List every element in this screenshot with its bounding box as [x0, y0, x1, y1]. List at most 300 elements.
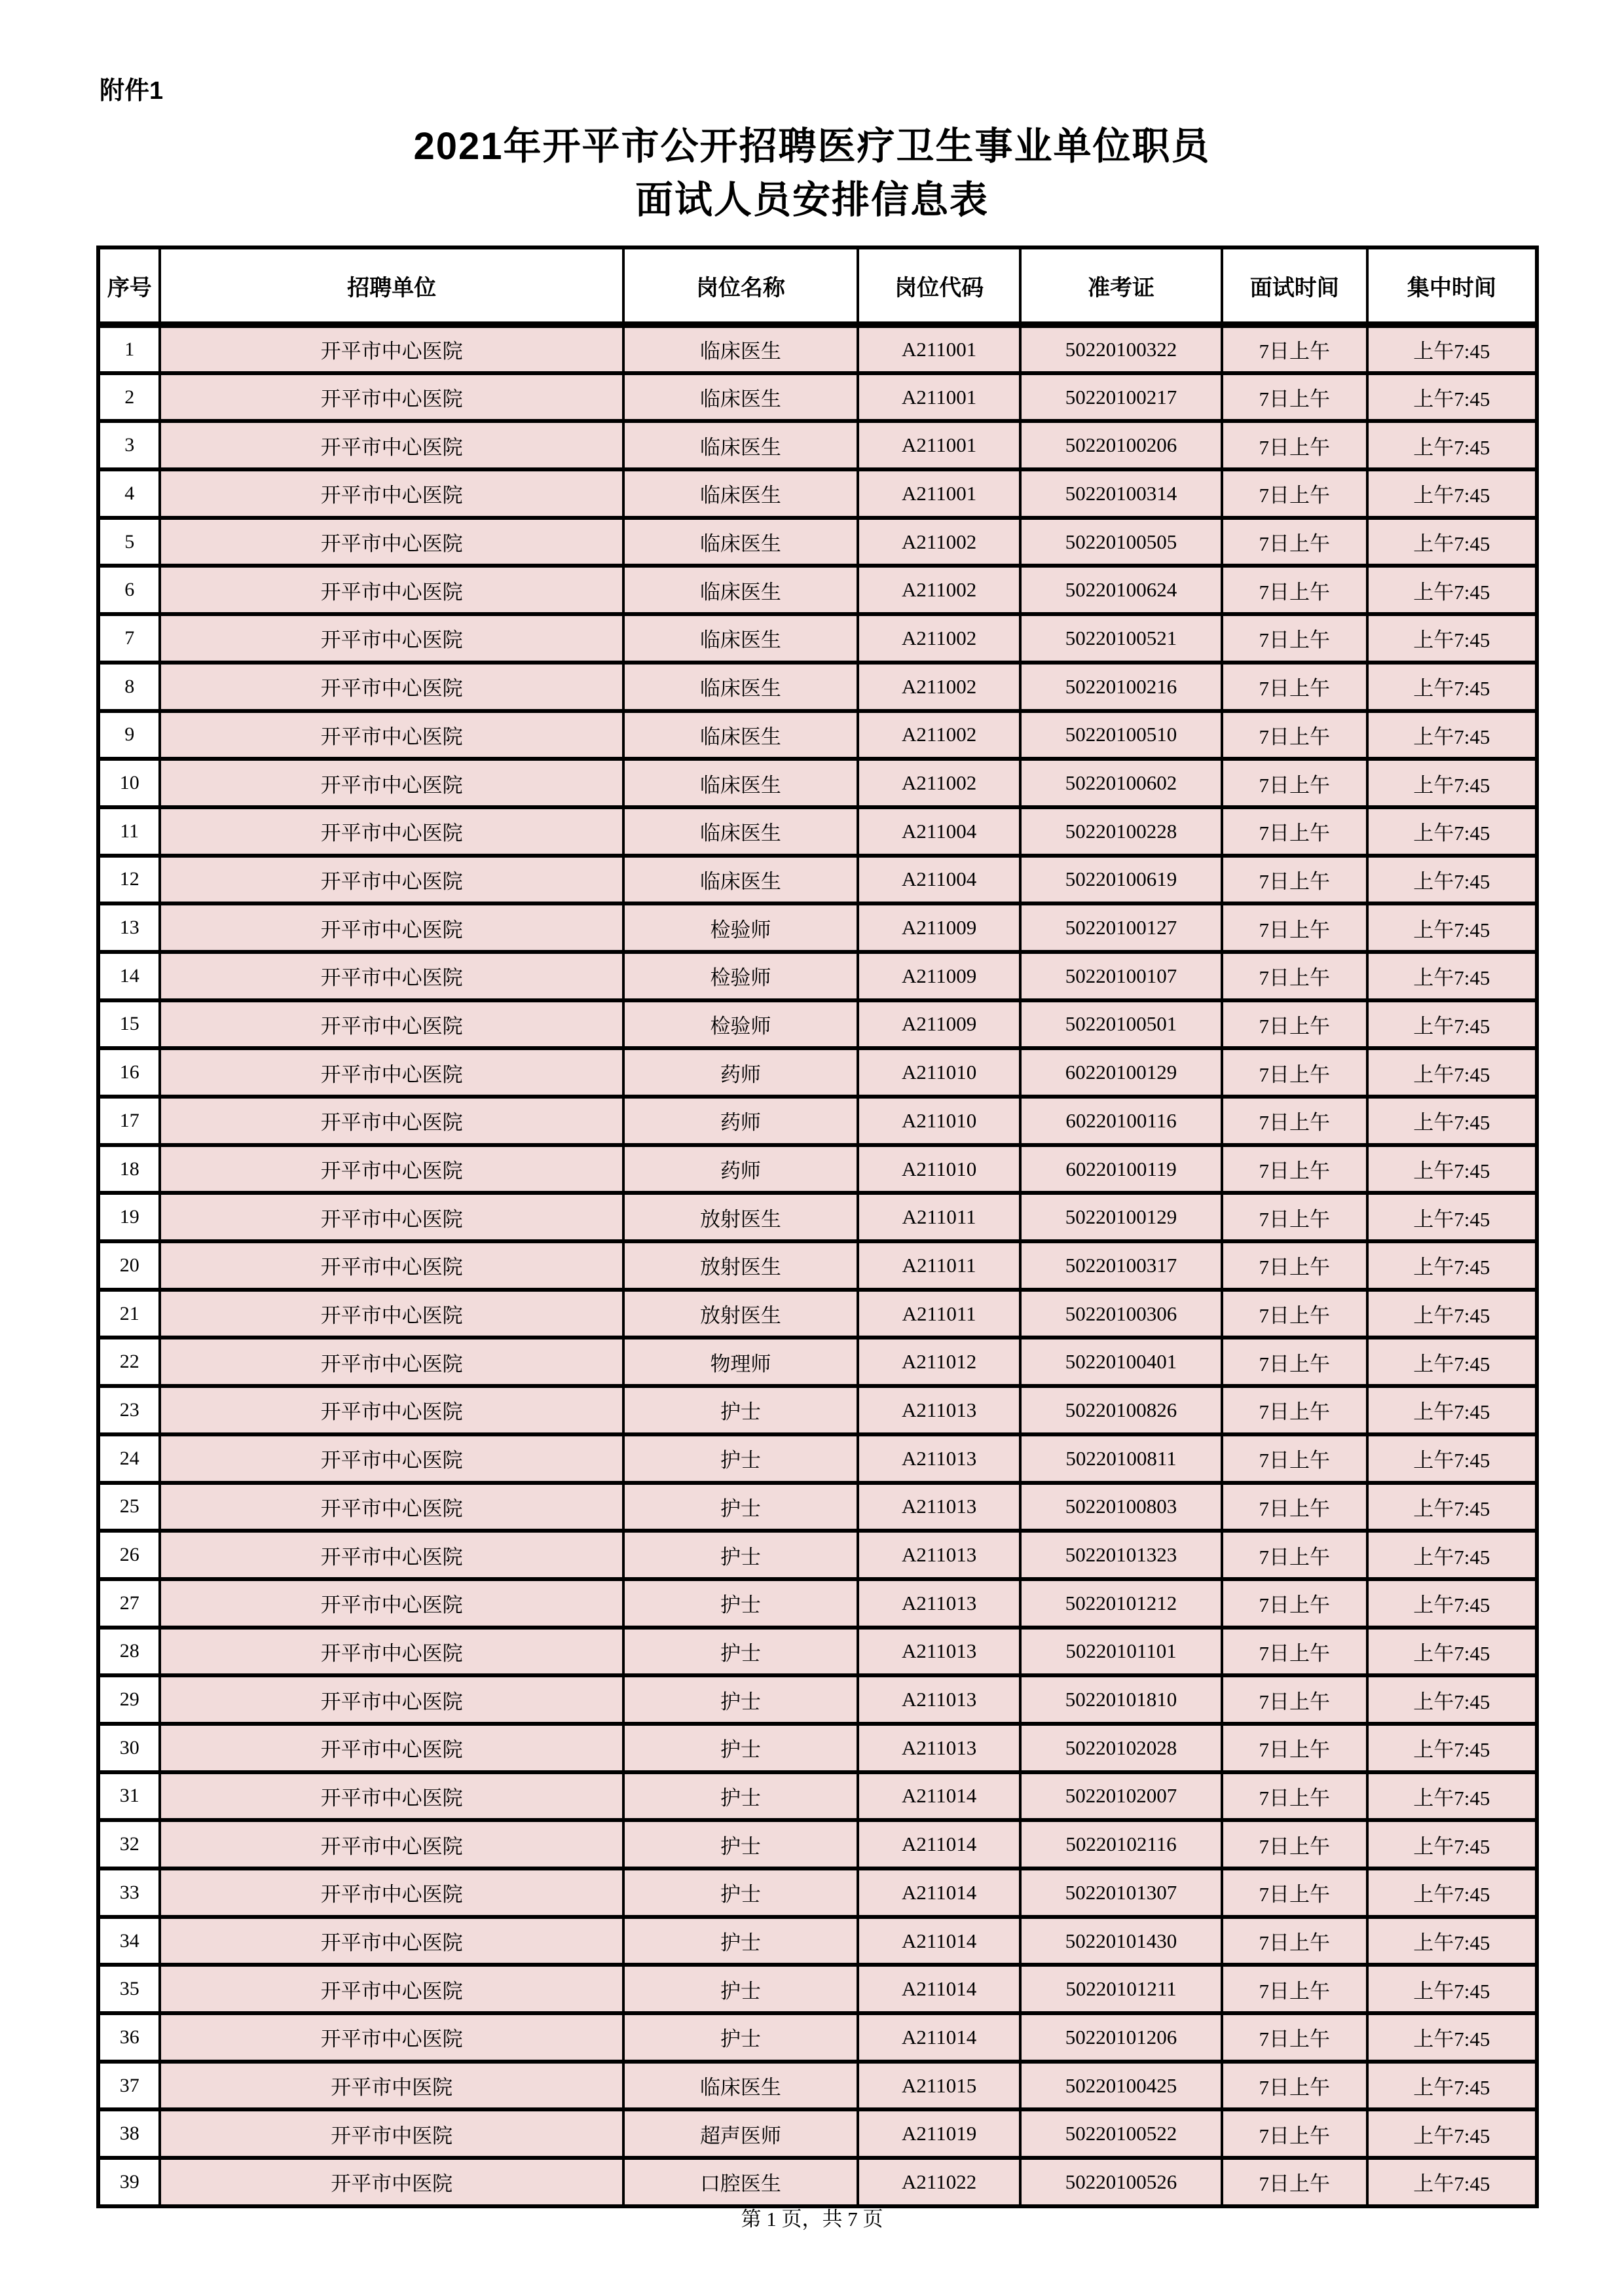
recruiting-unit-cell: 开平市中心医院 [160, 1965, 623, 2013]
position-name-cell: 临床医生 [623, 614, 858, 663]
interview-time-cell: 7日上午 [1222, 1483, 1367, 1531]
assembly-time-cell: 上午7:45 [1367, 1820, 1537, 1868]
position-name-cell: 护士 [623, 1965, 858, 2013]
interview-time-cell: 7日上午 [1222, 2062, 1367, 2110]
recruiting-unit-cell: 开平市中心医院 [160, 1917, 623, 1965]
table-row [98, 1628, 1537, 1676]
position-code-cell: A211013 [858, 1724, 1020, 1772]
position-name-cell: 临床医生 [623, 566, 858, 614]
admission-ticket-cell: 50220102007 [1020, 1772, 1222, 1821]
position-name-cell: 护士 [623, 1724, 858, 1772]
row-index-cell: 12 [98, 856, 160, 904]
table-row [98, 1772, 1537, 1821]
table-row [98, 1724, 1537, 1772]
position-code-cell: A211002 [858, 663, 1020, 711]
assembly-time-cell: 上午7:45 [1367, 952, 1537, 1000]
recruiting-unit-cell: 开平市中心医院 [160, 1386, 623, 1434]
position-name-cell: 超声医师 [623, 2109, 858, 2158]
recruiting-unit-cell: 开平市中心医院 [160, 1531, 623, 1579]
table-row [98, 1579, 1537, 1628]
position-code-cell: A211013 [858, 1579, 1020, 1628]
assembly-time-cell: 上午7:45 [1367, 614, 1537, 663]
position-code-cell: A211002 [858, 614, 1020, 663]
table-row [98, 952, 1537, 1000]
row-index-cell: 4 [98, 469, 160, 518]
row-index-cell: 1 [98, 325, 160, 373]
position-name-cell: 药师 [623, 1048, 858, 1097]
position-name-cell: 临床医生 [623, 2062, 858, 2110]
assembly-time-cell: 上午7:45 [1367, 518, 1537, 566]
position-name-cell: 护士 [623, 1772, 858, 1821]
recruiting-unit-cell: 开平市中心医院 [160, 1338, 623, 1386]
row-index-cell: 25 [98, 1483, 160, 1531]
position-code-cell: A211009 [858, 903, 1020, 952]
interview-time-cell: 7日上午 [1222, 1145, 1367, 1194]
recruiting-unit-cell: 开平市中心医院 [160, 759, 623, 807]
admission-ticket-cell: 50220100322 [1020, 325, 1222, 373]
interview-time-cell: 7日上午 [1222, 2013, 1367, 2062]
admission-ticket-cell: 50220100526 [1020, 2158, 1222, 2206]
recruiting-unit-cell: 开平市中心医院 [160, 1579, 623, 1628]
page-footer: 第 1 页，共 7 页 [741, 2208, 883, 2231]
row-index-cell: 19 [98, 1193, 160, 1241]
position-name-cell: 临床医生 [623, 856, 858, 904]
position-name-cell: 临床医生 [623, 759, 858, 807]
assembly-time-cell: 上午7:45 [1367, 1628, 1537, 1676]
interview-time-cell: 7日上午 [1222, 1290, 1367, 1338]
position-name-cell: 护士 [623, 1579, 858, 1628]
assembly-time-cell: 上午7:45 [1367, 1772, 1537, 1821]
admission-ticket-cell: 50220100521 [1020, 614, 1222, 663]
interview-time-cell: 7日上午 [1222, 663, 1367, 711]
interview-time-cell: 7日上午 [1222, 1868, 1367, 1917]
recruiting-unit-cell: 开平市中医院 [160, 2109, 623, 2158]
admission-ticket-cell: 50220100228 [1020, 807, 1222, 856]
page-title-line2: 面试人员安排信息表 [635, 179, 989, 221]
position-name-cell: 临床医生 [623, 421, 858, 469]
recruiting-unit-cell: 开平市中心医院 [160, 1000, 623, 1049]
interview-time-cell: 7日上午 [1222, 518, 1367, 566]
interview-time-cell: 7日上午 [1222, 952, 1367, 1000]
recruiting-unit-cell: 开平市中心医院 [160, 1241, 623, 1290]
admission-ticket-cell: 50220100619 [1020, 856, 1222, 904]
assembly-time-cell: 上午7:45 [1367, 1386, 1537, 1434]
row-index-cell: 38 [98, 2109, 160, 2158]
position-name-cell: 检验师 [623, 1000, 858, 1049]
admission-ticket-cell: 50220100505 [1020, 518, 1222, 566]
recruiting-unit-cell: 开平市中心医院 [160, 469, 623, 518]
admission-ticket-cell: 50220100306 [1020, 1290, 1222, 1338]
table-row [98, 1000, 1537, 1049]
recruiting-unit-cell: 开平市中心医院 [160, 1724, 623, 1772]
recruiting-unit-cell: 开平市中心医院 [160, 807, 623, 856]
row-index-cell: 36 [98, 2013, 160, 2062]
recruiting-unit-cell: 开平市中心医院 [160, 1290, 623, 1338]
position-code-cell: A211013 [858, 1434, 1020, 1483]
position-name-cell: 放射医生 [623, 1241, 858, 1290]
assembly-time-cell: 上午7:45 [1367, 421, 1537, 469]
interview-time-cell: 7日上午 [1222, 1579, 1367, 1628]
position-name-cell: 护士 [623, 1868, 858, 1917]
recruiting-unit-cell: 开平市中心医院 [160, 1868, 623, 1917]
position-code-cell: A211013 [858, 1386, 1020, 1434]
row-index-cell: 22 [98, 1338, 160, 1386]
recruiting-unit-cell: 开平市中医院 [160, 2062, 623, 2110]
row-index-cell: 37 [98, 2062, 160, 2110]
table-row [98, 1097, 1537, 1145]
position-code-cell: A211010 [858, 1097, 1020, 1145]
table-row [98, 1675, 1537, 1724]
assembly-time-cell: 上午7:45 [1367, 1483, 1537, 1531]
position-name-cell: 护士 [623, 1531, 858, 1579]
position-code-cell: A211009 [858, 952, 1020, 1000]
table-row [98, 711, 1537, 759]
position-name-cell: 物理师 [623, 1338, 858, 1386]
recruiting-unit-cell: 开平市中心医院 [160, 2013, 623, 2062]
position-name-cell: 检验师 [623, 952, 858, 1000]
table-row [98, 2158, 1537, 2206]
position-code-cell: A211002 [858, 566, 1020, 614]
admission-ticket-cell: 50220101810 [1020, 1675, 1222, 1724]
admission-ticket-cell: 60220100116 [1020, 1097, 1222, 1145]
row-index-cell: 8 [98, 663, 160, 711]
row-index-cell: 20 [98, 1241, 160, 1290]
admission-ticket-cell: 50220101212 [1020, 1579, 1222, 1628]
interview-time-cell: 7日上午 [1222, 373, 1367, 422]
admission-ticket-cell: 50220102116 [1020, 1820, 1222, 1868]
admission-ticket-cell: 50220100425 [1020, 2062, 1222, 2110]
assembly-time-cell: 上午7:45 [1367, 1241, 1537, 1290]
table-row [98, 856, 1537, 904]
table-row [98, 1290, 1537, 1338]
assembly-time-cell: 上午7:45 [1367, 1868, 1537, 1917]
assembly-time-cell: 上午7:45 [1367, 1724, 1537, 1772]
interview-time-cell: 7日上午 [1222, 421, 1367, 469]
admission-ticket-cell: 50220101323 [1020, 1531, 1222, 1579]
admission-ticket-cell: 50220100401 [1020, 1338, 1222, 1386]
table-row [98, 1241, 1537, 1290]
assembly-time-cell: 上午7:45 [1367, 1338, 1537, 1386]
interview-time-cell: 7日上午 [1222, 1193, 1367, 1241]
table-row [98, 1048, 1537, 1097]
row-index-cell: 7 [98, 614, 160, 663]
assembly-time-cell: 上午7:45 [1367, 1097, 1537, 1145]
position-code-cell: A211012 [858, 1338, 1020, 1386]
position-name-cell: 放射医生 [623, 1193, 858, 1241]
row-index-cell: 21 [98, 1290, 160, 1338]
assembly-time-cell: 上午7:45 [1367, 325, 1537, 373]
admission-ticket-cell: 60220100119 [1020, 1145, 1222, 1194]
interview-time-cell: 7日上午 [1222, 759, 1367, 807]
admission-ticket-cell: 50220100317 [1020, 1241, 1222, 1290]
column-header-position-code: 岗位代码 [858, 247, 1020, 325]
interview-time-cell: 7日上午 [1222, 1241, 1367, 1290]
position-code-cell: A211002 [858, 711, 1020, 759]
position-code-cell: A211014 [858, 1772, 1020, 1821]
recruiting-unit-cell: 开平市中心医院 [160, 711, 623, 759]
assembly-time-cell: 上午7:45 [1367, 1917, 1537, 1965]
interview-time-cell: 7日上午 [1222, 1338, 1367, 1386]
row-index-cell: 16 [98, 1048, 160, 1097]
assembly-time-cell: 上午7:45 [1367, 856, 1537, 904]
admission-ticket-cell: 50220101307 [1020, 1868, 1222, 1917]
table-body [98, 325, 1537, 2206]
table-row [98, 1386, 1537, 1434]
table-row [98, 1193, 1537, 1241]
table-row [98, 1917, 1537, 1965]
interview-time-cell: 7日上午 [1222, 807, 1367, 856]
recruiting-unit-cell: 开平市中心医院 [160, 952, 623, 1000]
recruiting-unit-cell: 开平市中心医院 [160, 903, 623, 952]
position-code-cell: A211013 [858, 1483, 1020, 1531]
interview-time-cell: 7日上午 [1222, 1097, 1367, 1145]
position-code-cell: A211014 [858, 1820, 1020, 1868]
recruiting-unit-cell: 开平市中心医院 [160, 1483, 623, 1531]
assembly-time-cell: 上午7:45 [1367, 1193, 1537, 1241]
interview-time-cell: 7日上午 [1222, 2109, 1367, 2158]
table-row [98, 421, 1537, 469]
row-index-cell: 39 [98, 2158, 160, 2206]
recruiting-unit-cell: 开平市中心医院 [160, 1434, 623, 1483]
recruiting-unit-cell: 开平市中心医院 [160, 1097, 623, 1145]
interview-time-cell: 7日上午 [1222, 1917, 1367, 1965]
assembly-time-cell: 上午7:45 [1367, 2109, 1537, 2158]
assembly-time-cell: 上午7:45 [1367, 2062, 1537, 2110]
recruiting-unit-cell: 开平市中心医院 [160, 856, 623, 904]
row-index-cell: 28 [98, 1628, 160, 1676]
table-row [98, 903, 1537, 952]
position-code-cell: A211022 [858, 2158, 1020, 2206]
row-index-cell: 6 [98, 566, 160, 614]
row-index-cell: 33 [98, 1868, 160, 1917]
row-index-cell: 15 [98, 1000, 160, 1049]
admission-ticket-cell: 50220100624 [1020, 566, 1222, 614]
position-name-cell: 临床医生 [623, 807, 858, 856]
row-index-cell: 9 [98, 711, 160, 759]
table-row [98, 1868, 1537, 1917]
assembly-time-cell: 上午7:45 [1367, 711, 1537, 759]
interview-time-cell: 7日上午 [1222, 614, 1367, 663]
assembly-time-cell: 上午7:45 [1367, 759, 1537, 807]
row-index-cell: 5 [98, 518, 160, 566]
interview-time-cell: 7日上午 [1222, 1048, 1367, 1097]
position-code-cell: A211011 [858, 1290, 1020, 1338]
recruiting-unit-cell: 开平市中心医院 [160, 518, 623, 566]
admission-ticket-cell: 50220100217 [1020, 373, 1222, 422]
table-row [98, 614, 1537, 663]
position-code-cell: A211011 [858, 1193, 1020, 1241]
row-index-cell: 13 [98, 903, 160, 952]
row-index-cell: 23 [98, 1386, 160, 1434]
assembly-time-cell: 上午7:45 [1367, 903, 1537, 952]
page-title-line1: 2021年开平市公开招聘医疗卫生事业单位职员 [413, 125, 1211, 168]
recruiting-unit-cell: 开平市中心医院 [160, 1048, 623, 1097]
table-row [98, 1820, 1537, 1868]
table-row [98, 518, 1537, 566]
position-code-cell: A211014 [858, 2013, 1020, 2062]
assembly-time-cell: 上午7:45 [1367, 1531, 1537, 1579]
position-code-cell: A211014 [858, 1965, 1020, 2013]
position-name-cell: 护士 [623, 2013, 858, 2062]
recruiting-unit-cell: 开平市中医院 [160, 2158, 623, 2206]
recruiting-unit-cell: 开平市中心医院 [160, 421, 623, 469]
position-name-cell: 临床医生 [623, 373, 858, 422]
position-name-cell: 药师 [623, 1097, 858, 1145]
admission-ticket-cell: 50220100127 [1020, 903, 1222, 952]
recruiting-unit-cell: 开平市中心医院 [160, 1675, 623, 1724]
interview-time-cell: 7日上午 [1222, 1724, 1367, 1772]
position-code-cell: A211011 [858, 1241, 1020, 1290]
table-row [98, 469, 1537, 518]
position-code-cell: A211001 [858, 325, 1020, 373]
position-code-cell: A211015 [858, 2062, 1020, 2110]
interview-time-cell: 7日上午 [1222, 1434, 1367, 1483]
position-code-cell: A211013 [858, 1628, 1020, 1676]
recruiting-unit-cell: 开平市中心医院 [160, 325, 623, 373]
row-index-cell: 10 [98, 759, 160, 807]
position-code-cell: A211004 [858, 856, 1020, 904]
position-code-cell: A211002 [858, 759, 1020, 807]
assembly-time-cell: 上午7:45 [1367, 1145, 1537, 1194]
header-row [98, 247, 1537, 325]
position-name-cell: 护士 [623, 1917, 858, 1965]
assembly-time-cell: 上午7:45 [1367, 1000, 1537, 1049]
column-header-assembly-time: 集中时间 [1367, 247, 1537, 325]
admission-ticket-cell: 50220100602 [1020, 759, 1222, 807]
assembly-time-cell: 上午7:45 [1367, 1579, 1537, 1628]
row-index-cell: 30 [98, 1724, 160, 1772]
admission-ticket-cell: 50220100811 [1020, 1434, 1222, 1483]
table-row [98, 1145, 1537, 1194]
admission-ticket-cell: 50220101101 [1020, 1628, 1222, 1676]
recruiting-unit-cell: 开平市中心医院 [160, 1772, 623, 1821]
interview-time-cell: 7日上午 [1222, 903, 1367, 952]
column-header-index: 序号 [98, 247, 160, 325]
position-name-cell: 护士 [623, 1386, 858, 1434]
interview-time-cell: 7日上午 [1222, 1772, 1367, 1821]
table-row [98, 1531, 1537, 1579]
interview-time-cell: 7日上午 [1222, 325, 1367, 373]
admission-ticket-cell: 50220100510 [1020, 711, 1222, 759]
row-index-cell: 18 [98, 1145, 160, 1194]
position-code-cell: A211019 [858, 2109, 1020, 2158]
row-index-cell: 3 [98, 421, 160, 469]
assembly-time-cell: 上午7:45 [1367, 2013, 1537, 2062]
table-row [98, 1483, 1537, 1531]
position-code-cell: A211010 [858, 1048, 1020, 1097]
admission-ticket-cell: 50220101211 [1020, 1965, 1222, 2013]
position-name-cell: 放射医生 [623, 1290, 858, 1338]
row-index-cell: 27 [98, 1579, 160, 1628]
interview-time-cell: 7日上午 [1222, 1675, 1367, 1724]
position-code-cell: A211009 [858, 1000, 1020, 1049]
admission-ticket-cell: 50220100522 [1020, 2109, 1222, 2158]
recruiting-unit-cell: 开平市中心医院 [160, 1628, 623, 1676]
column-header-admission-ticket: 准考证 [1020, 247, 1222, 325]
row-index-cell: 32 [98, 1820, 160, 1868]
assembly-time-cell: 上午7:45 [1367, 663, 1537, 711]
row-index-cell: 31 [98, 1772, 160, 1821]
position-code-cell: A211010 [858, 1145, 1020, 1194]
position-name-cell: 护士 [623, 1820, 858, 1868]
assembly-time-cell: 上午7:45 [1367, 1048, 1537, 1097]
interview-time-cell: 7日上午 [1222, 1628, 1367, 1676]
recruiting-unit-cell: 开平市中心医院 [160, 1145, 623, 1194]
interview-time-cell: 7日上午 [1222, 1965, 1367, 2013]
position-name-cell: 临床医生 [623, 469, 858, 518]
interview-schedule-table [96, 246, 1539, 2208]
position-code-cell: A211002 [858, 518, 1020, 566]
position-name-cell: 护士 [623, 1483, 858, 1531]
position-name-cell: 临床医生 [623, 711, 858, 759]
table-row [98, 663, 1537, 711]
column-header-position-name: 岗位名称 [623, 247, 858, 325]
admission-ticket-cell: 50220100826 [1020, 1386, 1222, 1434]
table-row [98, 2109, 1537, 2158]
row-index-cell: 11 [98, 807, 160, 856]
table-row [98, 2013, 1537, 2062]
table-row [98, 759, 1537, 807]
position-name-cell: 检验师 [623, 903, 858, 952]
position-code-cell: A211014 [858, 1917, 1020, 1965]
position-code-cell: A211001 [858, 469, 1020, 518]
assembly-time-cell: 上午7:45 [1367, 1965, 1537, 2013]
interview-time-cell: 7日上午 [1222, 2158, 1367, 2206]
admission-ticket-cell: 50220100216 [1020, 663, 1222, 711]
position-name-cell: 护士 [623, 1628, 858, 1676]
assembly-time-cell: 上午7:45 [1367, 469, 1537, 518]
table-row [98, 807, 1537, 856]
assembly-time-cell: 上午7:45 [1367, 807, 1537, 856]
interview-time-cell: 7日上午 [1222, 1531, 1367, 1579]
interview-time-cell: 7日上午 [1222, 1000, 1367, 1049]
recruiting-unit-cell: 开平市中心医院 [160, 566, 623, 614]
assembly-time-cell: 上午7:45 [1367, 1434, 1537, 1483]
assembly-time-cell: 上午7:45 [1367, 1675, 1537, 1724]
assembly-time-cell: 上午7:45 [1367, 566, 1537, 614]
admission-ticket-cell: 50220100206 [1020, 421, 1222, 469]
position-code-cell: A211013 [858, 1675, 1020, 1724]
assembly-time-cell: 上午7:45 [1367, 2158, 1537, 2206]
interview-time-cell: 7日上午 [1222, 711, 1367, 759]
interview-time-cell: 7日上午 [1222, 1386, 1367, 1434]
recruiting-unit-cell: 开平市中心医院 [160, 663, 623, 711]
table-row [98, 566, 1537, 614]
position-name-cell: 护士 [623, 1434, 858, 1483]
assembly-time-cell: 上午7:45 [1367, 1290, 1537, 1338]
table-row [98, 2062, 1537, 2110]
row-index-cell: 26 [98, 1531, 160, 1579]
admission-ticket-cell: 50220101206 [1020, 2013, 1222, 2062]
admission-ticket-cell: 50220100107 [1020, 952, 1222, 1000]
row-index-cell: 2 [98, 373, 160, 422]
position-name-cell: 护士 [623, 1675, 858, 1724]
admission-ticket-cell: 50220100314 [1020, 469, 1222, 518]
table-row [98, 1965, 1537, 2013]
column-header-recruiting-unit: 招聘单位 [160, 247, 623, 325]
admission-ticket-cell: 50220100803 [1020, 1483, 1222, 1531]
admission-ticket-cell: 50220100129 [1020, 1193, 1222, 1241]
position-code-cell: A211013 [858, 1531, 1020, 1579]
position-name-cell: 口腔医生 [623, 2158, 858, 2206]
recruiting-unit-cell: 开平市中心医院 [160, 373, 623, 422]
table-row [98, 325, 1537, 373]
admission-ticket-cell: 50220102028 [1020, 1724, 1222, 1772]
position-code-cell: A211001 [858, 373, 1020, 422]
interview-time-cell: 7日上午 [1222, 566, 1367, 614]
admission-ticket-cell: 50220101430 [1020, 1917, 1222, 1965]
position-name-cell: 临床医生 [623, 325, 858, 373]
